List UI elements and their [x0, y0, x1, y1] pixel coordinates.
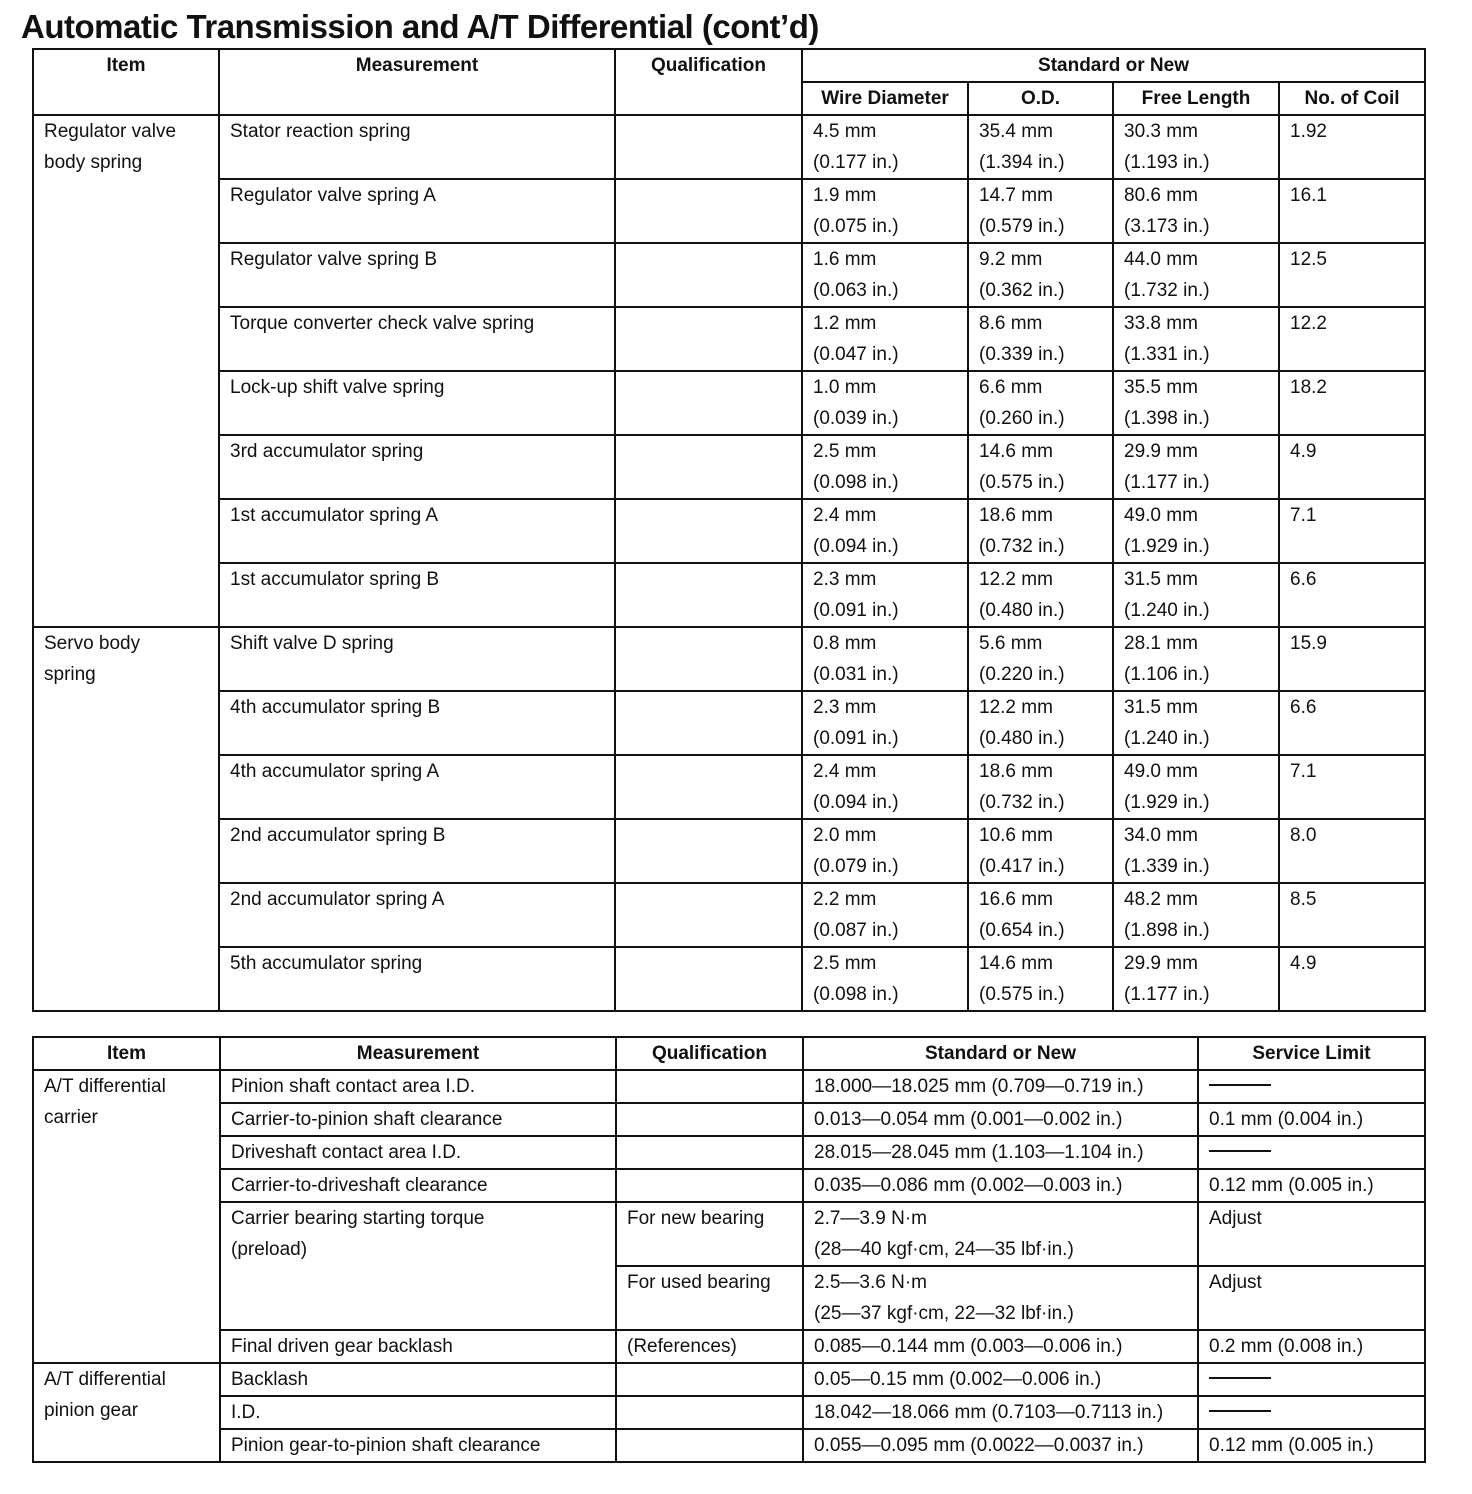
qualification-cell: [616, 1103, 803, 1136]
service-limit-cell: [1198, 1363, 1425, 1396]
free-length-cell: [1113, 755, 1279, 819]
cell-line: (1.177 in.): [1124, 984, 1210, 1005]
measurement-cell: 3rd accumulator spring: [219, 435, 615, 499]
cell-line: 2.5 mm: [813, 953, 877, 974]
table-row: [33, 883, 1425, 947]
wire-diameter-cell: [802, 243, 968, 307]
standard-cell: 28.015—28.045 mm (1.103—1.104 in.): [803, 1136, 1198, 1169]
cell-line: 2.3 mm: [813, 697, 877, 718]
od-cell: [968, 499, 1113, 563]
cell-line: (0.575 in.): [979, 984, 1065, 1005]
cell-line: A/T differential: [44, 1369, 166, 1390]
service-limit-cell: 0.12 mm (0.005 in.): [1198, 1169, 1425, 1202]
qualification-cell: [615, 819, 802, 883]
cell-line: 14.7 mm: [979, 185, 1053, 206]
cell-line: (0.362 in.): [979, 280, 1065, 301]
table-row: [33, 1396, 1425, 1429]
table-row: [33, 243, 1425, 307]
cell-line: (0.579 in.): [979, 216, 1065, 237]
cell-line: 2.4 mm: [813, 505, 877, 526]
cell-line: 48.2 mm: [1124, 889, 1198, 910]
qualification-cell: [615, 499, 802, 563]
standard-cell: 0.055—0.095 mm (0.0022—0.0037 in.): [803, 1429, 1198, 1462]
cell-line: body spring: [44, 152, 143, 173]
service-limit-cell: Adjust: [1198, 1202, 1425, 1266]
service-limit-cell: [1198, 1070, 1425, 1103]
cell-line: (0.654 in.): [979, 920, 1065, 941]
cell-line: (1.240 in.): [1124, 728, 1210, 749]
qualification-cell: For used bearing: [616, 1266, 803, 1330]
qualification-cell: [615, 115, 802, 179]
qualification-cell: [616, 1070, 803, 1103]
header-measurement: Measurement: [219, 49, 615, 115]
table-row: [33, 1363, 1425, 1396]
service-limit-cell: 0.2 mm (0.008 in.): [1198, 1330, 1425, 1363]
cell-line: 1.0 mm: [813, 377, 877, 398]
cell-line: 14.6 mm: [979, 441, 1053, 462]
cell-line: (0.177 in.): [813, 152, 899, 173]
wire-diameter-cell: [802, 819, 968, 883]
wire-diameter-cell: [802, 435, 968, 499]
cell-line: (0.220 in.): [979, 664, 1065, 685]
table-row: [33, 1169, 1425, 1202]
cell-line: (0.094 in.): [813, 792, 899, 813]
cell-line: 29.9 mm: [1124, 953, 1198, 974]
table-row: [33, 1103, 1425, 1136]
no-of-coil-cell: 12.2: [1279, 307, 1425, 371]
cell-line: 6.6 mm: [979, 377, 1043, 398]
cell-line: Servo body: [44, 633, 141, 654]
cell-line: (1.898 in.): [1124, 920, 1210, 941]
header-standard-or-new: Standard or New: [803, 1037, 1198, 1070]
cell-line: (1.929 in.): [1124, 536, 1210, 557]
free-length-cell: [1113, 179, 1279, 243]
cell-line: 33.8 mm: [1124, 313, 1198, 334]
cell-line: (0.075 in.): [813, 216, 899, 237]
cell-line: (0.091 in.): [813, 728, 899, 749]
cell-line: (1.106 in.): [1124, 664, 1210, 685]
qualification-cell: [616, 1363, 803, 1396]
cell-line: (1.929 in.): [1124, 792, 1210, 813]
not-applicable-dash: [1209, 1377, 1271, 1379]
measurement-cell: Driveshaft contact area I.D.: [220, 1136, 616, 1169]
service-limit-cell: Adjust: [1198, 1266, 1425, 1330]
cell-line: (0.094 in.): [813, 536, 899, 557]
cell-line: 2.4 mm: [813, 761, 877, 782]
standard-cell: [803, 1202, 1198, 1266]
cell-line: 2.0 mm: [813, 825, 877, 846]
free-length-cell: [1113, 819, 1279, 883]
measurement-cell: Final driven gear backlash: [220, 1330, 616, 1363]
cell-line: spring: [44, 664, 96, 685]
table-row: [33, 1136, 1425, 1169]
qualification-cell: [615, 563, 802, 627]
measurement-cell: 2nd accumulator spring A: [219, 883, 615, 947]
cell-line: (0.260 in.): [979, 408, 1065, 429]
qualification-cell: [615, 435, 802, 499]
table-row: [33, 1202, 1425, 1266]
differential-spec-table: [32, 1036, 1426, 1463]
header-item: Item: [33, 1037, 220, 1070]
od-cell: [968, 307, 1113, 371]
cell-line: 1.9 mm: [813, 185, 877, 206]
table-row: [33, 307, 1425, 371]
cell-line: (0.031 in.): [813, 664, 899, 685]
cell-line: 8.6 mm: [979, 313, 1043, 334]
no-of-coil-cell: 18.2: [1279, 371, 1425, 435]
cell-line: 29.9 mm: [1124, 441, 1198, 462]
cell-line: 49.0 mm: [1124, 505, 1198, 526]
item-cell: [33, 627, 219, 1011]
header-wire-diameter: Wire Diameter: [802, 82, 968, 115]
cell-line: (0.039 in.): [813, 408, 899, 429]
header-qualification: Qualification: [616, 1037, 803, 1070]
cell-line: (0.732 in.): [979, 536, 1065, 557]
standard-cell: 0.013—0.054 mm (0.001—0.002 in.): [803, 1103, 1198, 1136]
cell-line: 16.6 mm: [979, 889, 1053, 910]
od-cell: [968, 435, 1113, 499]
qualification-cell: For new bearing: [616, 1202, 803, 1266]
free-length-cell: [1113, 435, 1279, 499]
od-cell: [968, 243, 1113, 307]
cell-line: 30.3 mm: [1124, 121, 1198, 142]
measurement-cell: Regulator valve spring A: [219, 179, 615, 243]
table-row: [33, 1429, 1425, 1462]
cell-line: 18.6 mm: [979, 761, 1053, 782]
free-length-cell: [1113, 307, 1279, 371]
wire-diameter-cell: [802, 115, 968, 179]
cell-line: (0.079 in.): [813, 856, 899, 877]
cell-line: 0.8 mm: [813, 633, 877, 654]
no-of-coil-cell: 4.9: [1279, 947, 1425, 1011]
no-of-coil-cell: 16.1: [1279, 179, 1425, 243]
cell-line: 1.6 mm: [813, 249, 877, 270]
table-row: [33, 1070, 1425, 1103]
no-of-coil-cell: 4.9: [1279, 435, 1425, 499]
free-length-cell: [1113, 371, 1279, 435]
cell-line: 1.2 mm: [813, 313, 877, 334]
table-row: [33, 371, 1425, 435]
measurement-cell: Regulator valve spring B: [219, 243, 615, 307]
cell-line: 31.5 mm: [1124, 569, 1198, 590]
od-cell: [968, 691, 1113, 755]
measurement-cell: Shift valve D spring: [219, 627, 615, 691]
table-row: [33, 435, 1425, 499]
header-item: Item: [33, 49, 219, 115]
cell-line: 31.5 mm: [1124, 697, 1198, 718]
od-cell: [968, 627, 1113, 691]
measurement-cell: 4th accumulator spring B: [219, 691, 615, 755]
service-limit-cell: [1198, 1136, 1425, 1169]
free-length-cell: [1113, 115, 1279, 179]
cell-line: 80.6 mm: [1124, 185, 1198, 206]
od-cell: [968, 115, 1113, 179]
measurement-cell: I.D.: [220, 1396, 616, 1429]
wire-diameter-cell: [802, 627, 968, 691]
no-of-coil-cell: 6.6: [1279, 691, 1425, 755]
od-cell: [968, 947, 1113, 1011]
measurement-cell: 1st accumulator spring B: [219, 563, 615, 627]
cell-line: 35.5 mm: [1124, 377, 1198, 398]
wire-diameter-cell: [802, 755, 968, 819]
header-standard-or-new: Standard or New: [802, 49, 1425, 82]
table-row: [33, 115, 1425, 179]
qualification-cell: [616, 1396, 803, 1429]
no-of-coil-cell: 7.1: [1279, 499, 1425, 563]
header-od: O.D.: [968, 82, 1113, 115]
cell-line: (0.047 in.): [813, 344, 899, 365]
cell-line: (0.575 in.): [979, 472, 1065, 493]
cell-line: 14.6 mm: [979, 953, 1053, 974]
cell-line: (0.087 in.): [813, 920, 899, 941]
cell-line: (1.331 in.): [1124, 344, 1210, 365]
free-length-cell: [1113, 691, 1279, 755]
cell-line: 44.0 mm: [1124, 249, 1198, 270]
no-of-coil-cell: 6.6: [1279, 563, 1425, 627]
measurement-cell: Pinion gear-to-pinion shaft clearance: [220, 1429, 616, 1462]
cell-line: (0.091 in.): [813, 600, 899, 621]
no-of-coil-cell: 8.5: [1279, 883, 1425, 947]
free-length-cell: [1113, 563, 1279, 627]
header-no-of-coil: No. of Coil: [1279, 82, 1425, 115]
free-length-cell: [1113, 947, 1279, 1011]
cell-line: 18.6 mm: [979, 505, 1053, 526]
wire-diameter-cell: [802, 691, 968, 755]
cell-line: 10.6 mm: [979, 825, 1053, 846]
cell-line: (28—40 kgf·cm, 24—35 lbf·in.): [814, 1239, 1074, 1260]
cell-line: 9.2 mm: [979, 249, 1043, 270]
qualification-cell: [615, 307, 802, 371]
measurement-cell: Lock-up shift valve spring: [219, 371, 615, 435]
qualification-cell: [616, 1429, 803, 1462]
free-length-cell: [1113, 883, 1279, 947]
cell-line: A/T differential: [44, 1076, 166, 1097]
measurement-cell: Carrier-to-pinion shaft clearance: [220, 1103, 616, 1136]
cell-line: 2.5 mm: [813, 441, 877, 462]
qualification-cell: [615, 627, 802, 691]
cell-line: (1.339 in.): [1124, 856, 1210, 877]
measurement-cell: [220, 1202, 616, 1330]
cell-line: 5.6 mm: [979, 633, 1043, 654]
qualification-cell: [615, 179, 802, 243]
measurement-cell: Backlash: [220, 1363, 616, 1396]
cell-line: 2.3 mm: [813, 569, 877, 590]
measurement-cell: 4th accumulator spring A: [219, 755, 615, 819]
od-cell: [968, 883, 1113, 947]
item-cell: [33, 1363, 220, 1462]
cell-line: (3.173 in.): [1124, 216, 1210, 237]
table-row: [33, 179, 1425, 243]
od-cell: [968, 819, 1113, 883]
wire-diameter-cell: [802, 179, 968, 243]
free-length-cell: [1113, 627, 1279, 691]
standard-cell: 0.035—0.086 mm (0.002—0.003 in.): [803, 1169, 1198, 1202]
table-row: [33, 499, 1425, 563]
cell-line: 49.0 mm: [1124, 761, 1198, 782]
cell-line: 28.1 mm: [1124, 633, 1198, 654]
standard-cell: 0.05—0.15 mm (0.002—0.006 in.): [803, 1363, 1198, 1396]
cell-line: 12.2 mm: [979, 569, 1053, 590]
table-row: [33, 755, 1425, 819]
no-of-coil-cell: 8.0: [1279, 819, 1425, 883]
qualification-cell: (References): [616, 1330, 803, 1363]
cell-line: 12.2 mm: [979, 697, 1053, 718]
header-qualification: Qualification: [615, 49, 802, 115]
cell-line: Carrier bearing starting torque: [231, 1208, 485, 1229]
differential-table-body: [33, 1070, 1425, 1462]
cell-line: 35.4 mm: [979, 121, 1053, 142]
no-of-coil-cell: 1.92: [1279, 115, 1425, 179]
measurement-cell: 1st accumulator spring A: [219, 499, 615, 563]
cell-line: (1.193 in.): [1124, 152, 1210, 173]
cell-line: (1.394 in.): [979, 152, 1065, 173]
od-cell: [968, 179, 1113, 243]
table-row: [33, 1330, 1425, 1363]
measurement-cell: 2nd accumulator spring B: [219, 819, 615, 883]
wire-diameter-cell: [802, 563, 968, 627]
qualification-cell: [615, 371, 802, 435]
wire-diameter-cell: [802, 307, 968, 371]
standard-cell: 0.085—0.144 mm (0.003—0.006 in.): [803, 1330, 1198, 1363]
measurement-cell: Pinion shaft contact area I.D.: [220, 1070, 616, 1103]
table-row: [33, 691, 1425, 755]
spring-table-body: [33, 115, 1425, 1011]
cell-line: (0.339 in.): [979, 344, 1065, 365]
free-length-cell: [1113, 243, 1279, 307]
not-applicable-dash: [1209, 1410, 1271, 1412]
service-limit-cell: 0.1 mm (0.004 in.): [1198, 1103, 1425, 1136]
cell-line: (0.098 in.): [813, 984, 899, 1005]
standard-cell: 18.000—18.025 mm (0.709—0.719 in.): [803, 1070, 1198, 1103]
cell-line: carrier: [44, 1107, 98, 1128]
qualification-cell: [616, 1169, 803, 1202]
standard-cell: 18.042—18.066 mm (0.7103—0.7113 in.): [803, 1396, 1198, 1429]
no-of-coil-cell: 12.5: [1279, 243, 1425, 307]
measurement-cell: Carrier-to-driveshaft clearance: [220, 1169, 616, 1202]
no-of-coil-cell: 15.9: [1279, 627, 1425, 691]
od-cell: [968, 371, 1113, 435]
qualification-cell: [615, 691, 802, 755]
free-length-cell: [1113, 499, 1279, 563]
wire-diameter-cell: [802, 947, 968, 1011]
qualification-cell: [616, 1136, 803, 1169]
od-cell: [968, 755, 1113, 819]
cell-line: (0.098 in.): [813, 472, 899, 493]
item-cell: [33, 115, 219, 627]
wire-diameter-cell: [802, 371, 968, 435]
standard-cell: [803, 1266, 1198, 1330]
qualification-cell: [615, 243, 802, 307]
measurement-cell: 5th accumulator spring: [219, 947, 615, 1011]
cell-line: (1.732 in.): [1124, 280, 1210, 301]
table-row: [33, 627, 1425, 691]
table-row: [33, 819, 1425, 883]
wire-diameter-cell: [802, 499, 968, 563]
measurement-cell: Stator reaction spring: [219, 115, 615, 179]
cell-line: 2.2 mm: [813, 889, 877, 910]
cell-line: (1.240 in.): [1124, 600, 1210, 621]
cell-line: (0.480 in.): [979, 600, 1065, 621]
cell-line: 4.5 mm: [813, 121, 877, 142]
header-service-limit: Service Limit: [1198, 1037, 1425, 1070]
not-applicable-dash: [1209, 1084, 1271, 1086]
cell-line: Regulator valve: [44, 121, 177, 142]
table-row: [33, 563, 1425, 627]
table-row: [33, 947, 1425, 1011]
not-applicable-dash: [1209, 1150, 1271, 1152]
cell-line: (1.177 in.): [1124, 472, 1210, 493]
cell-line: pinion gear: [44, 1400, 139, 1421]
spring-spec-table: [32, 48, 1426, 1012]
cell-line: (preload): [231, 1239, 308, 1260]
od-cell: [968, 563, 1113, 627]
cell-line: (0.417 in.): [979, 856, 1065, 877]
cell-line: (0.732 in.): [979, 792, 1065, 813]
qualification-cell: [615, 883, 802, 947]
cell-line: 2.7—3.9 N·m: [814, 1208, 927, 1229]
cell-line: (0.063 in.): [813, 280, 899, 301]
header-measurement: Measurement: [220, 1037, 616, 1070]
cell-line: 34.0 mm: [1124, 825, 1198, 846]
wire-diameter-cell: [802, 883, 968, 947]
cell-line: (1.398 in.): [1124, 408, 1210, 429]
cell-line: 2.5—3.6 N·m: [814, 1272, 927, 1293]
measurement-cell: Torque converter check valve spring: [219, 307, 615, 371]
qualification-cell: [615, 755, 802, 819]
page-title: Automatic Transmission and A/T Differential (cont’d): [21, 8, 819, 45]
cell-line: (0.480 in.): [979, 728, 1065, 749]
no-of-coil-cell: 7.1: [1279, 755, 1425, 819]
header-free-length: Free Length: [1113, 82, 1279, 115]
qualification-cell: [615, 947, 802, 1011]
service-limit-cell: 0.12 mm (0.005 in.): [1198, 1429, 1425, 1462]
item-cell: [33, 1070, 220, 1363]
cell-line: (25—37 kgf·cm, 22—32 lbf·in.): [814, 1303, 1074, 1324]
service-limit-cell: [1198, 1396, 1425, 1429]
